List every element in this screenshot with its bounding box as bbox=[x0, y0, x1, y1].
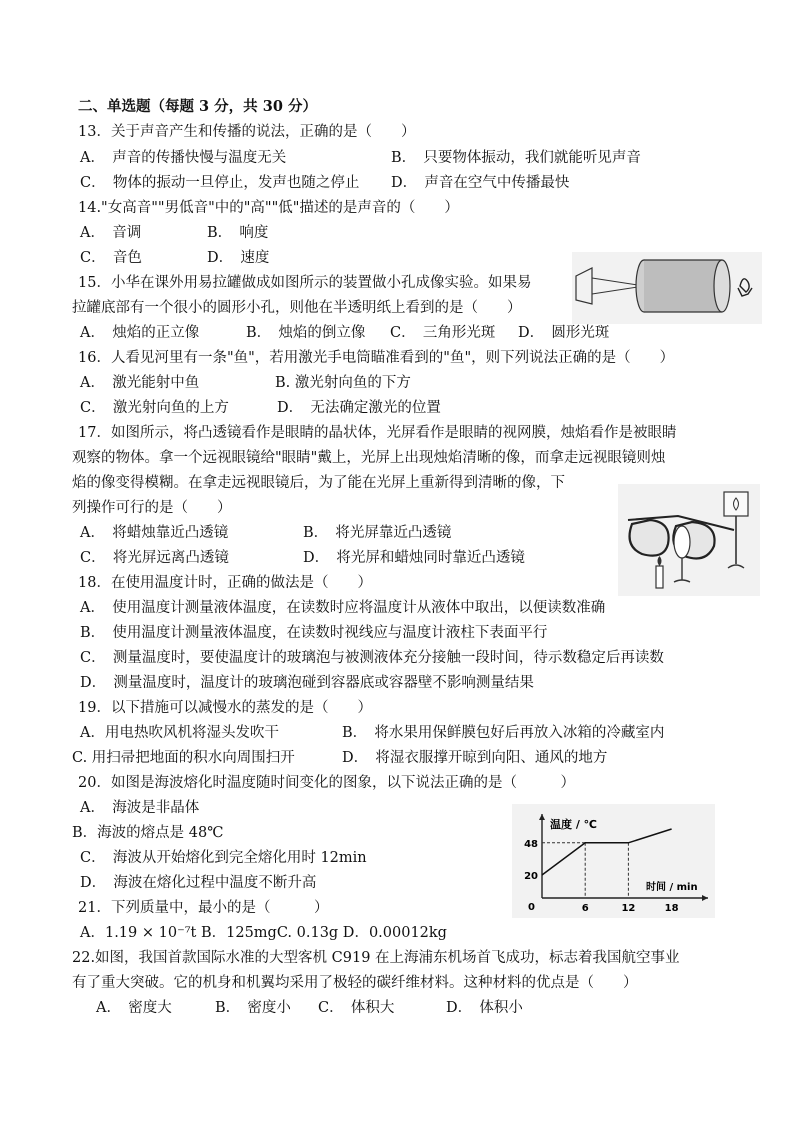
q18-stem: 18．在使用温度计时，正确的做法是（ ） bbox=[78, 575, 372, 591]
q13-option-c[interactable]: C． 物体的振动一旦停止，发声也随之停止 bbox=[80, 175, 360, 191]
q16-option-a[interactable]: A． 激光能射中鱼 bbox=[80, 375, 200, 391]
q18-option-b[interactable]: B． 使用温度计测量液体温度，在读数时视线应与温度计液柱下表面平行 bbox=[80, 625, 548, 641]
pinhole-camera-figure bbox=[572, 252, 762, 324]
q15-stem-line2: 拉罐底部有一个很小的圆形小孔，则他在半透明纸上看到的是（ ） bbox=[72, 300, 522, 316]
q14-option-b[interactable]: B． 响度 bbox=[207, 225, 269, 241]
q17-option-c[interactable]: C． 将光屏远离凸透镜 bbox=[80, 550, 229, 566]
section-title: 二、单选题（每题 3 分，共 30 分） bbox=[78, 98, 317, 115]
q19-option-d[interactable]: D． 将湿衣服撑开晾到向阳、通风的地方 bbox=[342, 750, 608, 766]
q19-option-b[interactable]: B． 将水果用保鲜膜包好后再放入冰箱的冷藏室内 bbox=[342, 725, 665, 741]
q19-stem: 19．以下措施可以减慢水的蒸发的是（ ） bbox=[78, 700, 372, 716]
glasses-lens-figure bbox=[618, 484, 760, 596]
q13-option-a[interactable]: A． 声音的传播快慢与温度无关 bbox=[80, 150, 287, 166]
q22-stem-line2: 有了重大突破。它的机身和机翼均采用了极轻的碳纤维材料。这种材料的优点是（ ） bbox=[72, 975, 638, 991]
q13-option-b[interactable]: B． 只要物体振动，我们就能听见声音 bbox=[391, 150, 641, 166]
chart-origin-label: 0 bbox=[528, 902, 535, 913]
q22-option-a[interactable]: A． 密度大 bbox=[96, 1000, 172, 1016]
melting-graph bbox=[512, 804, 715, 918]
chart-y-tick-48: 48 bbox=[524, 838, 538, 850]
q17-option-a[interactable]: A． 将蜡烛靠近凸透镜 bbox=[80, 525, 229, 541]
q15-option-c[interactable]: C． 三角形光斑 bbox=[390, 325, 496, 341]
chart-x-tick-18: 18 bbox=[664, 903, 679, 914]
q16-option-b[interactable]: B. 激光射向鱼的下方 bbox=[275, 375, 411, 391]
q17-option-b[interactable]: B． 将光屏靠近凸透镜 bbox=[303, 525, 452, 541]
q20-stem: 20．如图是海波熔化时温度随时间变化的图象，以下说法正确的是（ ） bbox=[78, 775, 575, 791]
q20-option-b[interactable]: B．海波的熔点是 48℃ bbox=[72, 825, 224, 841]
q15-option-a[interactable]: A． 烛焰的正立像 bbox=[80, 325, 200, 341]
q20-option-a[interactable]: A． 海波是非晶体 bbox=[80, 800, 200, 816]
q13-option-d[interactable]: D． 声音在空气中传播最快 bbox=[391, 175, 570, 191]
q17-option-d[interactable]: D． 将光屏和蜡烛同时靠近凸透镜 bbox=[303, 550, 525, 566]
chart-x-tick-6: 6 bbox=[581, 903, 589, 914]
q22-stem-line1: 22.如图，我国首款国际水准的大型客机 C919 在上海浦东机场首飞成功，标志着我国航空事业 bbox=[72, 950, 680, 966]
q17-stem-line4: 列操作可行的是（ ） bbox=[72, 500, 232, 516]
chart-series-line bbox=[542, 829, 672, 875]
q18-option-c[interactable]: C． 测量温度时，要使温度计的玻璃泡与被测液体充分接触一段时间，待示数稳定后再读数 bbox=[80, 650, 664, 666]
q16-option-d[interactable]: D． 无法确定激光的位置 bbox=[277, 400, 441, 416]
q14-option-c[interactable]: C． 音色 bbox=[80, 250, 142, 266]
q16-option-c[interactable]: C． 激光射向鱼的上方 bbox=[80, 400, 229, 416]
q19-option-c[interactable]: C. 用扫帚把地面的积水向周围扫开 bbox=[72, 750, 295, 766]
q15-option-d[interactable]: D． 圆形光斑 bbox=[518, 325, 610, 341]
q21-options[interactable]: A．1.19 × 10⁻⁷t B．125mgC. 0.13g D．0.00012kg bbox=[80, 925, 447, 941]
q22-option-b[interactable]: B． 密度小 bbox=[215, 1000, 291, 1016]
q15-option-b[interactable]: B． 烛焰的倒立像 bbox=[246, 325, 366, 341]
q13-stem: 13．关于声音产生和传播的说法，正确的是（ ） bbox=[78, 124, 416, 140]
q17-stem-line2: 观察的物体。拿一个远视眼镜给"眼睛"戴上，光屏上出现烛焰清晰的像，而拿走远视眼镜则烛 bbox=[72, 450, 666, 466]
q15-stem-line1: 15．小华在课外用易拉罐做成如图所示的装置做小孔成像实验。如果易 bbox=[78, 275, 532, 291]
q14-option-a[interactable]: A． 音调 bbox=[80, 225, 142, 241]
q18-option-d[interactable]: D． 测量温度时，温度计的玻璃泡碰到容器底或容器壁不影响测量结果 bbox=[80, 675, 534, 691]
q20-option-c[interactable]: C． 海波从开始熔化到完全熔化用时 12min bbox=[80, 850, 367, 866]
q20-option-d[interactable]: D． 海波在熔化过程中温度不断升高 bbox=[80, 875, 317, 891]
chart-y-label: 温度 / ℃ bbox=[550, 818, 597, 831]
q21-stem: 21．下列质量中，最小的是（ ） bbox=[78, 900, 329, 916]
q14-stem: 14."女高音""男低音"中的"高""低"描述的是声音的（ ） bbox=[78, 200, 459, 216]
q16-stem: 16．人看见河里有一条"鱼"，若用激光手电筒瞄准看到的"鱼"，则下列说法正确的是（ ） bbox=[78, 350, 675, 366]
q14-option-d[interactable]: D． 速度 bbox=[207, 250, 270, 266]
q17-stem-line3: 焰的像变得模糊。在拿走远视眼镜后，为了能在光屏上重新得到清晰的像，下 bbox=[72, 475, 565, 491]
chart-x-label: 时间 / min bbox=[646, 882, 698, 893]
q18-option-a[interactable]: A． 使用温度计测量液体温度，在读数时应将温度计从液体中取出，以便读数准确 bbox=[80, 600, 606, 616]
chart-y-tick-20: 20 bbox=[524, 871, 538, 882]
chart-x-tick-12: 12 bbox=[621, 903, 636, 914]
q19-option-a[interactable]: A．用电热吹风机将湿头发吹干 bbox=[80, 725, 279, 741]
q22-option-c[interactable]: C． 体积大 bbox=[318, 1000, 395, 1016]
q22-option-d[interactable]: D． 体积小 bbox=[446, 1000, 523, 1016]
q17-stem-line1: 17．如图所示，将凸透镜看作是眼睛的晶状体，光屏看作是眼睛的视网膜，烛焰看作是被眼睛 bbox=[78, 425, 677, 441]
